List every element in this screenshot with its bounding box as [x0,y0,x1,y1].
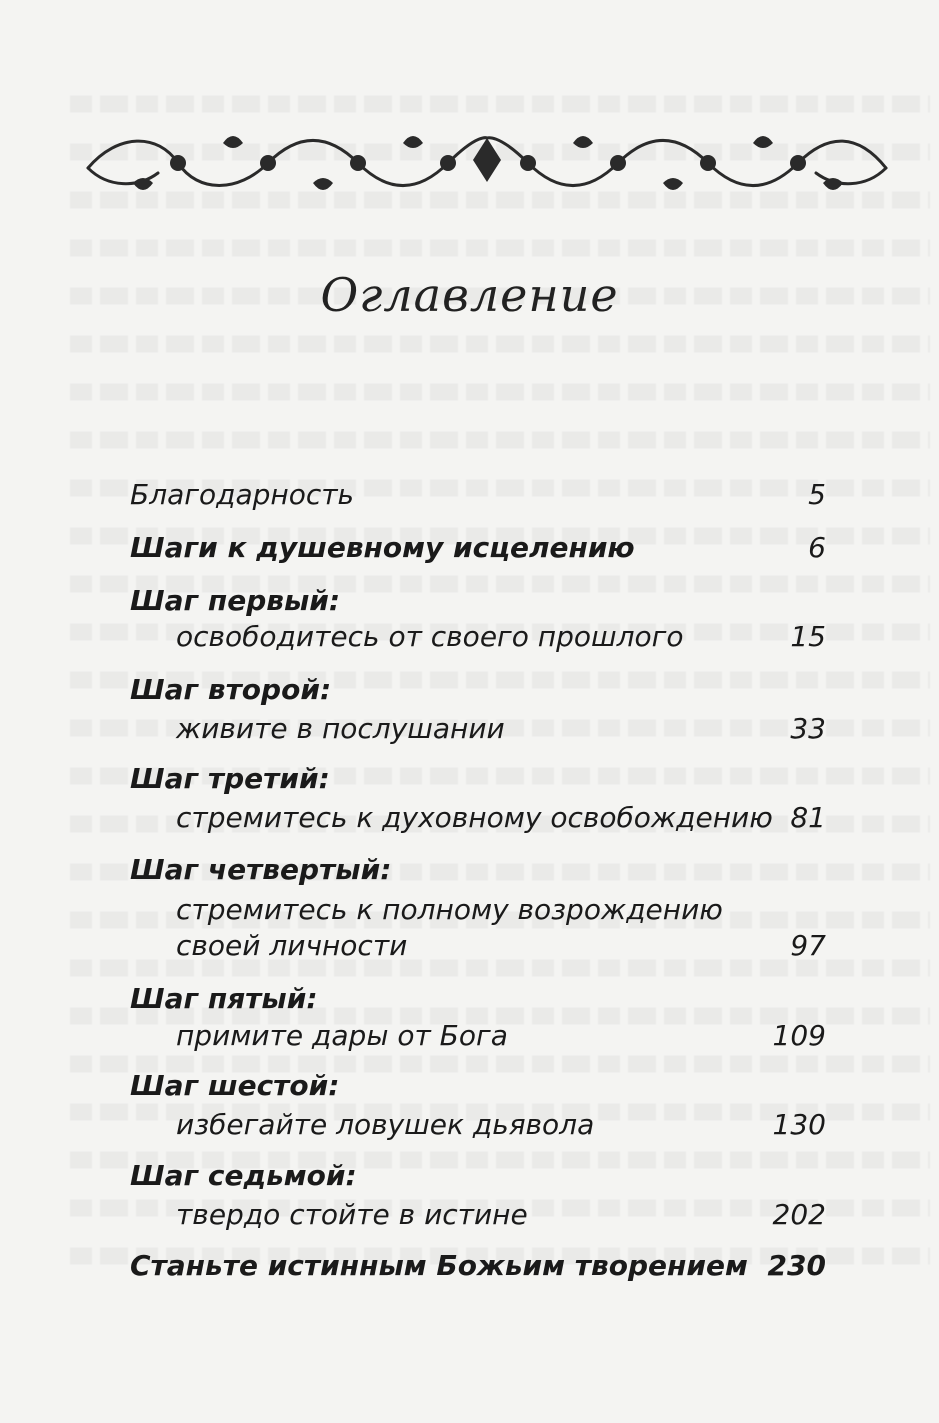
floral-scroll-ornament-icon [78,128,896,198]
page-title: Оглавление [320,268,619,322]
toc-entry-page: 5 [808,478,826,511]
toc-entry-label: Благодарность [130,478,355,511]
toc-entry-label: Шаги к душевному исцелению [130,531,635,564]
toc-step-heading: Шаг второй: [130,673,332,706]
toc-entry-label: освободитесь от своего прошлого [176,620,684,653]
toc-step-heading: Шаг третий: [130,762,330,795]
toc-entry-page: 6 [808,531,826,564]
toc-step-heading: Шаг четвертый: [130,853,392,886]
toc-entry-page: 109 [772,1019,826,1052]
toc-entry-page: 33 [790,712,826,745]
toc-step-heading: Шаг седьмой: [130,1159,357,1192]
toc-entry-label: стремитесь к полному возрождению [176,893,723,926]
toc-entry-label: своей личности [176,929,408,962]
toc-entry-label: стремитесь к духовному освобождению [176,801,773,834]
toc-entry-page: 130 [772,1108,826,1141]
toc-entry-label: избегайте ловушек дьявола [176,1108,595,1141]
toc-entry-page: 15 [790,620,826,653]
toc-entry-label: твердо стойте в истине [176,1198,528,1231]
toc-entry-label: живите в послушании [176,712,505,745]
toc-entry-page: 230 [767,1249,826,1282]
toc-entry-page: 202 [772,1198,826,1231]
toc-entry-page: 97 [790,929,826,962]
toc-step-heading: Шаг шестой: [130,1069,340,1102]
toc-step-heading: Шаг первый: [130,584,341,617]
toc-entry-label: примите дары от Бога [176,1019,508,1052]
toc-entry-label: Станьте истинным Божьим творением [130,1249,748,1282]
toc-step-heading: Шаг пятый: [130,982,318,1015]
toc-entry-page: 81 [790,801,826,834]
